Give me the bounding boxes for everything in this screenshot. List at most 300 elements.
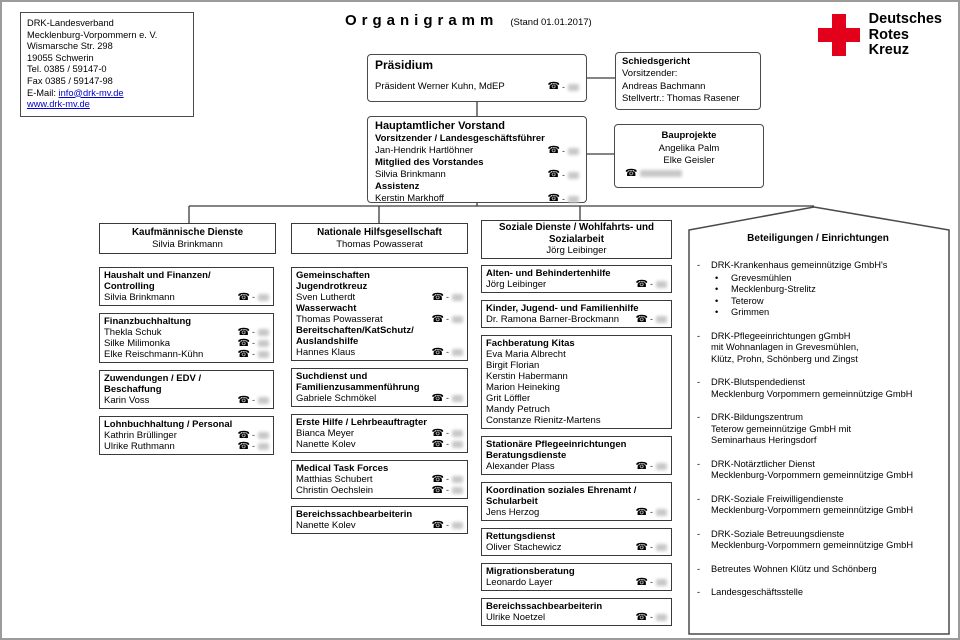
box-text-line: Stellvertr.: Thomas Rasener <box>622 92 740 104</box>
box-text-line: Constanze Rienitz-Martens <box>486 415 601 426</box>
person-name: Christin Oechslein <box>296 485 374 496</box>
person-row <box>296 485 463 496</box>
panel-item-line: DRK-Krankenhaus gemeinnützige GmbH's <box>711 260 888 270</box>
phone-icon: ☎ <box>431 427 444 439</box>
email-link[interactable]: info@drk-mv.de <box>58 87 124 98</box>
dept-soziale-dienste <box>481 220 672 259</box>
praesidium-title: Präsidium <box>375 58 434 72</box>
logo-line: Deutsches <box>868 11 942 27</box>
box-title-line: Migrationsberatung <box>486 566 575 577</box>
phone-dash: - <box>650 279 653 289</box>
box-title-line: Jugendrotkreuz <box>296 281 368 292</box>
redacted-phone <box>452 349 463 356</box>
panel-content <box>697 233 939 611</box>
org-box <box>291 267 468 361</box>
redacted-phone <box>452 294 463 301</box>
person-name: Bianca Meyer <box>296 428 355 439</box>
dept-person: Silvia Brinkmann <box>152 238 223 250</box>
phone-icon: ☎ <box>625 167 638 179</box>
person-name: Leonardo Layer <box>486 577 553 588</box>
panel-item-line: Mecklenburg-Vorpommern gemeinnützige GmbH <box>711 540 914 550</box>
page-subtitle: (Stand 01.01.2017) <box>510 17 592 28</box>
box-title-line: Vorsitzender / Landesgeschäftsführer <box>375 133 545 144</box>
person-name: Alexander Plass <box>486 461 555 472</box>
email-row <box>27 88 187 100</box>
panel-item-line: mit Wohnanlagen in Grevesmühlen, <box>711 342 859 352</box>
phone-dash: - <box>446 474 449 484</box>
phone-icon: ☎ <box>635 313 648 325</box>
phone-icon: ☎ <box>547 81 560 92</box>
dash-bullet-icon: - <box>697 330 701 341</box>
phone-icon: ☎ <box>237 348 250 360</box>
panel-item-line: DRK-Soziale Freiwilligendienste <box>711 493 844 504</box>
drk-logo <box>818 12 942 59</box>
person-row <box>486 577 667 588</box>
box-title-line: Medical Task Forces <box>296 463 389 474</box>
person-row <box>375 145 579 157</box>
box-title-line: Zuwendungen / EDV / <box>104 373 202 384</box>
person-row <box>104 349 269 360</box>
phone-icon: ☎ <box>635 506 648 518</box>
panel-subitem <box>711 273 939 285</box>
box-text-line: Andreas Bachmann <box>622 80 706 92</box>
org-box <box>99 267 274 306</box>
panel-item-text <box>711 377 939 400</box>
red-cross-icon <box>818 14 860 56</box>
panel-subitem-text: Teterow <box>731 295 764 306</box>
address-line: 19055 Schwerin <box>27 52 94 63</box>
org-box <box>481 563 672 591</box>
phone-dash: - <box>446 439 449 449</box>
redacted-phone <box>452 476 463 483</box>
panel-item-line: DRK-Blutspendedienst <box>711 377 806 387</box>
box-title-line: Finanzbuchhaltung <box>104 316 192 327</box>
box-text-line: Eva Maria Albrecht <box>486 349 566 360</box>
redacted-phone <box>258 340 269 347</box>
phone-dash: - <box>446 393 449 403</box>
org-box <box>481 265 672 293</box>
redacted-phone <box>258 294 269 301</box>
person-row <box>375 81 579 93</box>
person-row <box>104 327 269 338</box>
panel-item-text <box>711 587 939 599</box>
panel-item <box>697 260 939 319</box>
person-row <box>296 439 463 450</box>
box-text-line: Vorsitzender: <box>622 68 678 80</box>
phone-icon: ☎ <box>431 473 444 485</box>
phone-dash: - <box>252 349 255 359</box>
phone-dash: - <box>650 507 653 517</box>
panel-item-line: Mecklenburg-Vorpommern gemeinnützige GmbH <box>711 470 914 480</box>
redacted-phone <box>258 397 269 404</box>
phone-dash: - <box>446 347 449 357</box>
person-name: Nanette Kolev <box>296 439 356 450</box>
org-box <box>481 300 672 328</box>
email-label: E-Mail: <box>27 87 56 98</box>
logo-line: Rotes <box>868 26 909 43</box>
panel-item-text <box>711 564 939 576</box>
phone-dash: - <box>650 314 653 324</box>
phone-icon: ☎ <box>635 576 648 588</box>
person-name: Silke Milimonka <box>104 338 170 349</box>
person-row <box>104 292 269 303</box>
address-line: Fax 0385 / 59147-98 <box>27 75 113 86</box>
redacted-phone <box>656 463 667 470</box>
phone-dash: - <box>562 146 565 156</box>
panel-item-text <box>711 459 939 482</box>
panel-item-line: DRK-Pflegeeinrichtungen gGmbH <box>711 330 851 341</box>
column-nationale-hilfsgesellschaft <box>291 267 468 534</box>
redacted-phone <box>656 579 667 586</box>
address-line: Tel. 0385 / 59147-0 <box>27 64 107 75</box>
phone-icon: ☎ <box>237 429 250 441</box>
column-kaufmaennische-dienste <box>99 267 274 455</box>
dept-person: Thomas Powasserat <box>336 238 423 250</box>
person-row <box>486 612 667 623</box>
panel-item-line: DRK-Soziale Betreuungsdienste <box>711 528 845 539</box>
person-name: Jan-Hendrik Hartlöhner <box>375 145 474 156</box>
org-box <box>291 460 468 499</box>
phone-dash: - <box>650 542 653 552</box>
person-row <box>104 338 269 349</box>
person-row <box>296 347 463 358</box>
dash-bullet-icon: - <box>697 528 701 539</box>
phone-dash: - <box>650 577 653 587</box>
person-name: Silvia Brinkmann <box>375 169 446 180</box>
dept-title: Nationale Hilfsgesellschaft <box>317 227 442 238</box>
person-name: Gabriele Schmökel <box>296 393 377 404</box>
box-title-line: Stationäre Pflegeeinrichtungen <box>486 439 627 450</box>
box-title-line: Koordination soziales Ehrenamt / <box>486 485 637 496</box>
column-soziale-dienste <box>481 265 672 626</box>
redacted-phone <box>452 316 463 323</box>
org-box <box>481 598 672 626</box>
person-name: Ulrike Ruthmann <box>104 441 175 452</box>
redacted-phone <box>656 509 667 516</box>
person-name: Oliver Stachewicz <box>486 542 562 553</box>
panel-item-line: Betreutes Wohnen Klütz und Schönberg <box>711 563 877 574</box>
panel-item-text <box>711 331 939 366</box>
phone-icon: ☎ <box>237 440 250 452</box>
person-name: Angelika Palm <box>658 142 720 154</box>
person-name: Hannes Klaus <box>296 347 356 358</box>
panel-subitem-text: Mecklenburg-Strelitz <box>731 284 816 294</box>
panel-item-line: Landesgeschäftsstelle <box>711 587 803 597</box>
dash-bullet-icon: - <box>697 260 701 270</box>
box-title-line: Bereichssachbearbeiterin <box>486 601 603 612</box>
person-name: Matthias Schubert <box>296 474 373 485</box>
dash-bullet-icon: - <box>697 377 701 387</box>
logo-text <box>869 12 942 59</box>
phone-dash: - <box>252 292 255 302</box>
person-row <box>296 393 463 404</box>
address-line: Mecklenburg-Vorpommern e. V. <box>27 29 158 40</box>
phone-dash: - <box>650 461 653 471</box>
box-text-line: Marion Heineking <box>486 382 560 393</box>
schiedsgericht-lines <box>622 68 754 105</box>
panel-item-line: DRK-Bildungszentrum <box>711 412 803 422</box>
org-box <box>481 335 672 429</box>
phone-icon: ☎ <box>431 519 444 531</box>
redacted-phone <box>568 148 579 155</box>
person-name: Thekla Schuk <box>104 327 162 338</box>
person-name: Kerstin Markhoff <box>375 193 444 204</box>
redacted-phone <box>452 487 463 494</box>
phone-dash: - <box>562 170 565 180</box>
phone-icon: ☎ <box>431 346 444 358</box>
box-title-line: Familienzusammenführung <box>296 382 420 393</box>
person-row <box>486 461 667 472</box>
bauprojekte-title: Bauprojekte <box>661 130 717 141</box>
bullet-icon: • <box>715 272 719 283</box>
phone-row <box>623 169 755 179</box>
person-row <box>104 441 269 452</box>
box-title-line: Kinder, Jugend- und Familienhilfe <box>486 303 639 314</box>
phone-icon: ☎ <box>547 193 560 204</box>
bauprojekte-box <box>614 124 764 188</box>
panel-subitem <box>711 296 939 308</box>
box-title-line: Gemeinschaften <box>296 270 370 281</box>
box-title-line: Fachberatung Kitas <box>486 338 575 349</box>
dept-nationale-hilfsgesellschaft <box>291 223 468 254</box>
panel-item <box>697 412 939 447</box>
box-text-line: Kerstin Habermann <box>486 371 568 382</box>
phone-icon: ☎ <box>431 291 444 303</box>
panel-items <box>697 260 939 599</box>
box-title-line: Bereitschaften/KatSchutz/ <box>296 325 414 336</box>
box-title-line: Rettungsdienst <box>486 531 556 542</box>
panel-subitem <box>711 307 939 319</box>
address-box <box>20 12 194 117</box>
redacted-phone <box>452 522 463 529</box>
person-row <box>486 314 667 325</box>
panel-item <box>697 459 939 482</box>
box-title-line: Controlling <box>104 281 155 292</box>
panel-item-text <box>711 260 939 319</box>
dash-bullet-icon: - <box>697 563 701 574</box>
box-title-line: Alten- und Behindertenhilfe <box>486 268 611 279</box>
phone-dash: - <box>562 194 565 204</box>
box-title-line: Erste Hilfe / Lehrbeauftragter <box>296 417 427 428</box>
box-title-line: Schularbeit <box>486 496 538 507</box>
phone-icon: ☎ <box>635 541 648 553</box>
bullet-icon: • <box>715 284 719 294</box>
redacted-phone <box>258 329 269 336</box>
person-row <box>486 507 667 518</box>
person-name: Jörg Leibinger <box>486 279 547 290</box>
org-box <box>99 313 274 363</box>
person-row <box>486 279 667 290</box>
phone-dash: - <box>252 395 255 405</box>
redacted-phone <box>258 432 269 439</box>
person-name: Thomas Powasserat <box>296 314 383 325</box>
phone-dash: - <box>252 338 255 348</box>
phone-icon: ☎ <box>547 169 560 180</box>
redacted-phone <box>258 443 269 450</box>
panel-item-line: Mecklenburg-Vorpommern gemeinnützige GmbH <box>711 505 914 515</box>
org-box <box>291 506 468 534</box>
person-name: Karin Voss <box>104 395 150 406</box>
box-title-line: Wasserwacht <box>296 303 357 314</box>
person-row <box>104 395 269 406</box>
panel-item <box>697 564 939 576</box>
dash-bullet-icon: - <box>697 412 701 422</box>
phone-dash: - <box>252 430 255 440</box>
box-title-line: Assistenz <box>375 181 420 192</box>
redacted-phone <box>656 544 667 551</box>
panel-title: Beteiligungen / Einrichtungen <box>747 233 889 244</box>
panel-subitem <box>711 284 939 296</box>
phone-icon: ☎ <box>635 278 648 290</box>
panel-subitems <box>711 273 939 319</box>
phone-dash: - <box>446 485 449 495</box>
page-title: Organigramm <box>345 12 499 29</box>
panel-item-line: Teterow gemeinnützige GmbH mit <box>711 423 852 434</box>
box-title-line: Lohnbuchhaltung / Personal <box>104 419 233 430</box>
beteiligungen-panel <box>687 205 951 636</box>
phone-icon: ☎ <box>547 145 560 156</box>
org-box <box>291 414 468 453</box>
dash-bullet-icon: - <box>697 587 701 597</box>
person-row <box>296 520 463 531</box>
praesidium-box <box>367 54 587 102</box>
org-box <box>99 370 274 409</box>
phone-icon: ☎ <box>237 291 250 303</box>
phone-dash: - <box>562 82 565 92</box>
phone-dash: - <box>446 428 449 438</box>
phone-icon: ☎ <box>635 611 648 623</box>
dept-title: Soziale Dienste / Wohlfahrts- und Sozialarbeit <box>499 222 654 245</box>
dept-kaufmaennische-dienste <box>99 223 276 254</box>
dept-person: Jörg Leibinger <box>546 245 607 257</box>
phone-dash: - <box>446 520 449 530</box>
panel-item-line: Klütz, Prohn, Schönberg und Zingst <box>711 353 858 364</box>
bullet-icon: • <box>715 295 719 306</box>
person-name: Ulrike Noetzel <box>486 612 546 623</box>
org-box <box>481 528 672 556</box>
person-name: Kathrin Brüllinger <box>104 430 177 441</box>
person-row <box>296 292 463 303</box>
schiedsgericht-box <box>615 52 761 110</box>
person-name: Sven Lutherdt <box>296 292 356 303</box>
person-row <box>375 193 579 205</box>
org-box <box>481 436 672 475</box>
redacted-phone <box>452 395 463 402</box>
dash-bullet-icon: - <box>697 458 701 469</box>
panel-subitem-text: Grevesmühlen <box>731 272 792 283</box>
panel-item <box>697 494 939 517</box>
box-title-line: Haushalt und Finanzen/ <box>104 270 211 281</box>
phone-icon: ☎ <box>237 394 250 406</box>
panel-item-line: DRK-Notärztlicher Dienst <box>711 458 815 469</box>
phone-icon: ☎ <box>431 392 444 404</box>
schiedsgericht-title: Schiedsgericht <box>622 56 691 67</box>
vorstand-box <box>367 116 587 203</box>
redacted-phone <box>656 316 667 323</box>
address-lines <box>27 18 187 88</box>
person-row <box>296 474 463 485</box>
org-box <box>481 482 672 521</box>
redacted-phone <box>568 172 579 179</box>
dash-bullet-icon: - <box>697 493 701 504</box>
bullet-icon: • <box>715 307 719 317</box>
redacted-phone <box>452 441 463 448</box>
vorstand-title: Hauptamtlicher Vorstand <box>375 120 505 132</box>
dept-title: Kaufmännische Dienste <box>131 227 244 238</box>
phone-icon: ☎ <box>237 326 250 338</box>
person-name: Präsident Werner Kuhn, MdEP <box>375 81 505 92</box>
panel-subitem-text: Grimmen <box>731 307 770 317</box>
website-link[interactable]: www.drk-mv.de <box>27 99 90 110</box>
panel-item-text <box>711 494 939 517</box>
person-name: Jens Herzog <box>486 507 540 518</box>
box-title-line: Bereichssachbearbeiterin <box>296 509 413 520</box>
box-title-line: Mitglied des Vorstandes <box>375 157 484 168</box>
logo-line: Kreuz <box>868 42 909 58</box>
person-row <box>296 314 463 325</box>
address-line: DRK-Landesverband <box>27 18 114 28</box>
panel-item <box>697 377 939 400</box>
person-name: Nanette Kolev <box>296 520 356 531</box>
redacted-phone <box>656 281 667 288</box>
phone-dash: - <box>650 612 653 622</box>
redacted-phone <box>656 614 667 621</box>
redacted-phone <box>568 196 579 203</box>
phone-icon: ☎ <box>237 337 250 349</box>
box-title-line: Auslandshilfe <box>296 336 359 347</box>
panel-item-line: Seminarhaus Heringsdorf <box>711 435 817 445</box>
phone-dash: - <box>252 441 255 451</box>
panel-item <box>697 587 939 599</box>
page-header <box>345 12 592 29</box>
person-row <box>486 542 667 553</box>
phone-dash: - <box>252 327 255 337</box>
bauprojekte-names <box>623 143 755 168</box>
person-row <box>375 169 579 181</box>
redacted-phone <box>258 351 269 358</box>
panel-item-line: Mecklenburg Vorpommern gemeinnützige GmbH <box>711 388 913 399</box>
person-name: Dr. Ramona Barner-Brockmann <box>486 314 620 325</box>
box-text-line: Mandy Petruch <box>486 404 550 415</box>
box-title-line: Suchdienst und <box>296 371 368 382</box>
phone-icon: ☎ <box>431 313 444 325</box>
panel-item-text <box>711 529 939 552</box>
org-box <box>291 368 468 407</box>
phone-icon: ☎ <box>431 484 444 496</box>
box-title-line: Beratungsdienste <box>486 450 567 461</box>
person-name: Elke Geisler <box>663 155 715 166</box>
panel-item <box>697 331 939 366</box>
person-name: Silvia Brinkmann <box>104 292 175 303</box>
redacted-phone <box>568 84 579 91</box>
box-text-line: Grit Löffler <box>486 393 531 404</box>
person-name: Elke Reischmann-Kühn <box>104 349 204 360</box>
person-row <box>296 428 463 439</box>
phone-icon: ☎ <box>635 460 648 472</box>
org-box <box>99 416 274 455</box>
panel-item <box>697 529 939 552</box>
redacted-phone <box>640 170 682 177</box>
panel-item-text <box>711 412 939 447</box>
redacted-phone <box>452 430 463 437</box>
vorstand-rows <box>375 133 579 205</box>
address-line: Wismarsche Str. 298 <box>27 41 113 52</box>
phone-dash: - <box>446 314 449 324</box>
box-text-line: Birgit Florian <box>486 360 540 371</box>
box-title-line: Beschaffung <box>104 384 162 395</box>
phone-dash: - <box>446 292 449 302</box>
phone-icon: ☎ <box>431 438 444 450</box>
